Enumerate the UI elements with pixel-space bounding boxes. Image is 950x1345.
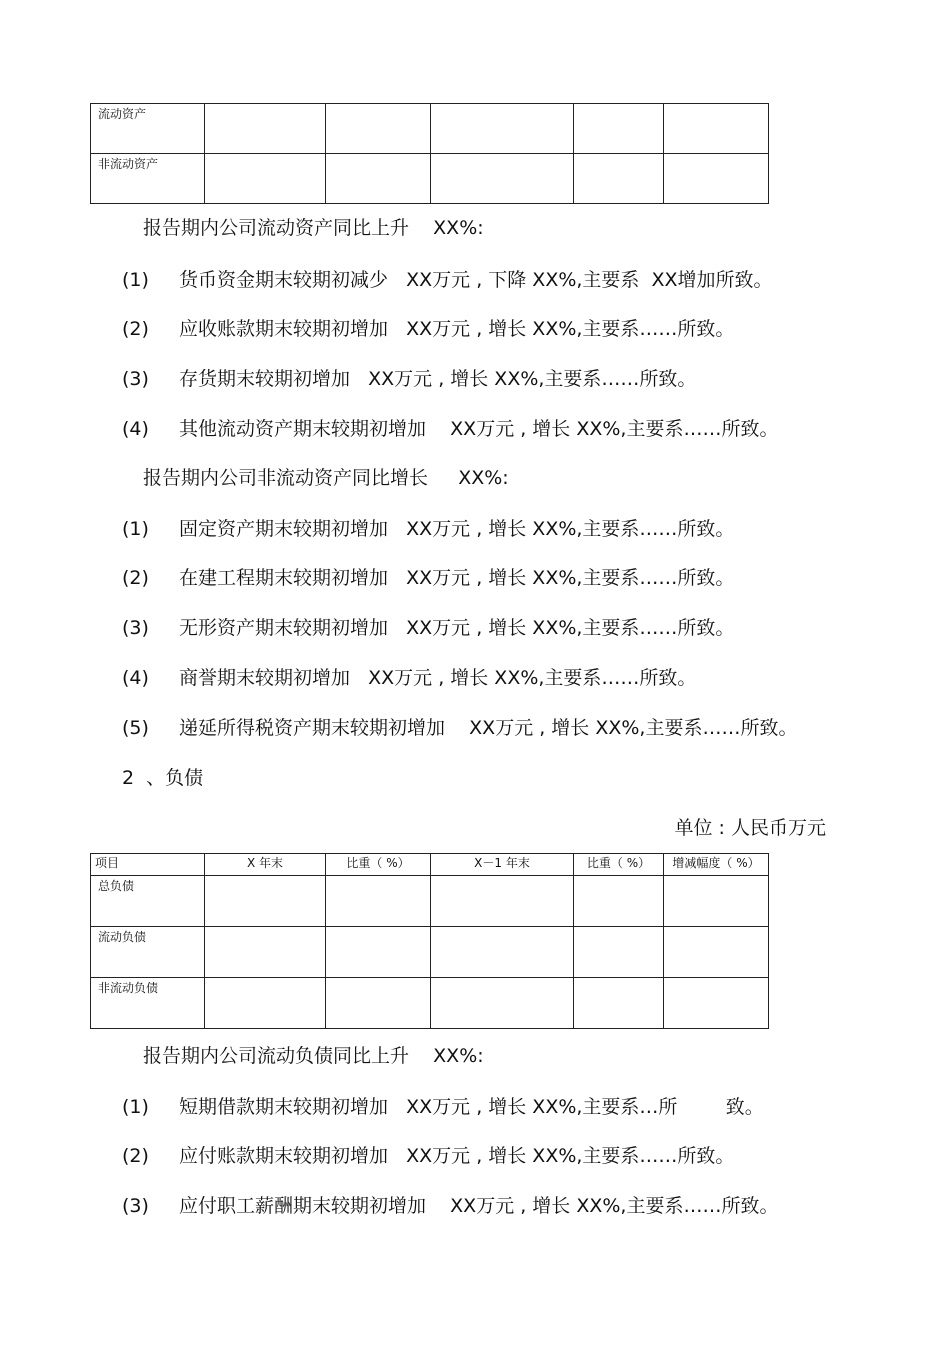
item-text: 应付职工薪酬期末较期初增加 XX万元 , 增长 XX%,主要系……所致。 [179,1195,779,1217]
list-item [122,517,734,541]
table-cell [574,978,664,1029]
table-header-row [91,854,769,876]
list-item [122,367,696,391]
table-cell [431,876,574,927]
liability-table [90,853,769,1029]
list-item [122,1144,734,1168]
table-cell [205,104,326,154]
table-row [91,927,769,978]
item-text: 短期借款期末较期初增加 XX万元 , 增长 XX%,主要系…所 致。 [179,1096,764,1118]
row-label: 流动负债 [91,927,205,978]
item-number: (1) [122,1096,149,1118]
table-cell [205,154,326,204]
list-item [122,566,734,590]
item-number: (1) [122,269,149,291]
list-item [122,417,778,441]
item-number: (2) [122,567,149,589]
table-cell [431,154,574,204]
table-cell [205,927,326,978]
item-text: 递延所得税资产期末较期初增加 XX万元 , 增长 XX%,主要系……所致。 [179,717,798,739]
table-cell [664,104,769,154]
item-number: (3) [122,1195,149,1217]
column-header: 比重（ %） [326,854,431,876]
table-cell [574,927,664,978]
list-item [122,666,696,690]
item-number: (5) [122,717,149,739]
table-cell [326,154,431,204]
item-text: 货币资金期末较期初减少 XX万元 , 下降 XX%,主要系 XX增加所致。 [179,269,773,291]
list-item [122,716,797,740]
table-row [91,154,769,204]
item-text: 商誉期末较期初增加 XX万元 , 增长 XX%,主要系……所致。 [179,667,697,689]
list-item [122,1095,764,1119]
table-cell [431,927,574,978]
table-cell [205,876,326,927]
table-cell [574,876,664,927]
list-item [122,268,773,292]
table-cell [326,876,431,927]
table-cell [664,154,769,204]
column-header: 增减幅度（ %） [664,854,769,876]
item-number: (4) [122,418,149,440]
table-cell [326,104,431,154]
item-text: 存货期末较期初增加 XX万元 , 增长 XX%,主要系……所致。 [179,368,697,390]
item-text: 应收账款期末较期初增加 XX万元 , 增长 XX%,主要系……所致。 [179,318,735,340]
section-heading: 2 、负债 [122,767,204,789]
item-text: 应付账款期末较期初增加 XX万元 , 增长 XX%,主要系……所致。 [179,1145,735,1167]
item-text: 无形资产期末较期初增加 XX万元 , 增长 XX%,主要系……所致。 [179,617,735,639]
table-row [91,978,769,1029]
item-number: (2) [122,1145,149,1167]
table-cell [431,104,574,154]
column-header: X 年末 [205,854,326,876]
item-number: (3) [122,617,149,639]
row-label: 流动资产 [91,104,205,154]
item-number: (1) [122,518,149,540]
table-row [91,104,769,154]
item-text: 固定资产期末较期初增加 XX万元 , 增长 XX%,主要系……所致。 [179,518,735,540]
table-cell [664,876,769,927]
current-assets-summary: 报告期内公司流动资产同比上升 XX%: [143,217,484,239]
item-number: (2) [122,318,149,340]
table-cell [664,927,769,978]
table-cell [326,978,431,1029]
list-item [122,317,734,341]
table-cell [574,154,664,204]
table-cell [664,978,769,1029]
item-number: (3) [122,368,149,390]
item-number: (4) [122,667,149,689]
list-item [122,1194,778,1218]
unit-note: 单位 : 人民币万元 [674,817,826,839]
list-item [122,616,734,640]
item-text: 在建工程期末较期初增加 XX万元 , 增长 XX%,主要系……所致。 [179,567,735,589]
column-header: 项目 [91,854,205,876]
item-text: 其他流动资产期末较期初增加 XX万元 , 增长 XX%,主要系……所致。 [179,418,779,440]
table-cell [431,978,574,1029]
column-header: 比重（ %） [574,854,664,876]
column-header: X－1 年末 [431,854,574,876]
current-liabilities-summary: 报告期内公司流动负债同比上升 XX%: [143,1045,484,1067]
noncurrent-assets-summary: 报告期内公司非流动资产同比增长 XX%: [143,467,509,489]
row-label: 非流动资产 [91,154,205,204]
table-cell [326,927,431,978]
asset-table [90,103,769,204]
table-cell [205,978,326,1029]
table-cell [574,104,664,154]
row-label: 总负债 [91,876,205,927]
table-row [91,876,769,927]
row-label: 非流动负债 [91,978,205,1029]
